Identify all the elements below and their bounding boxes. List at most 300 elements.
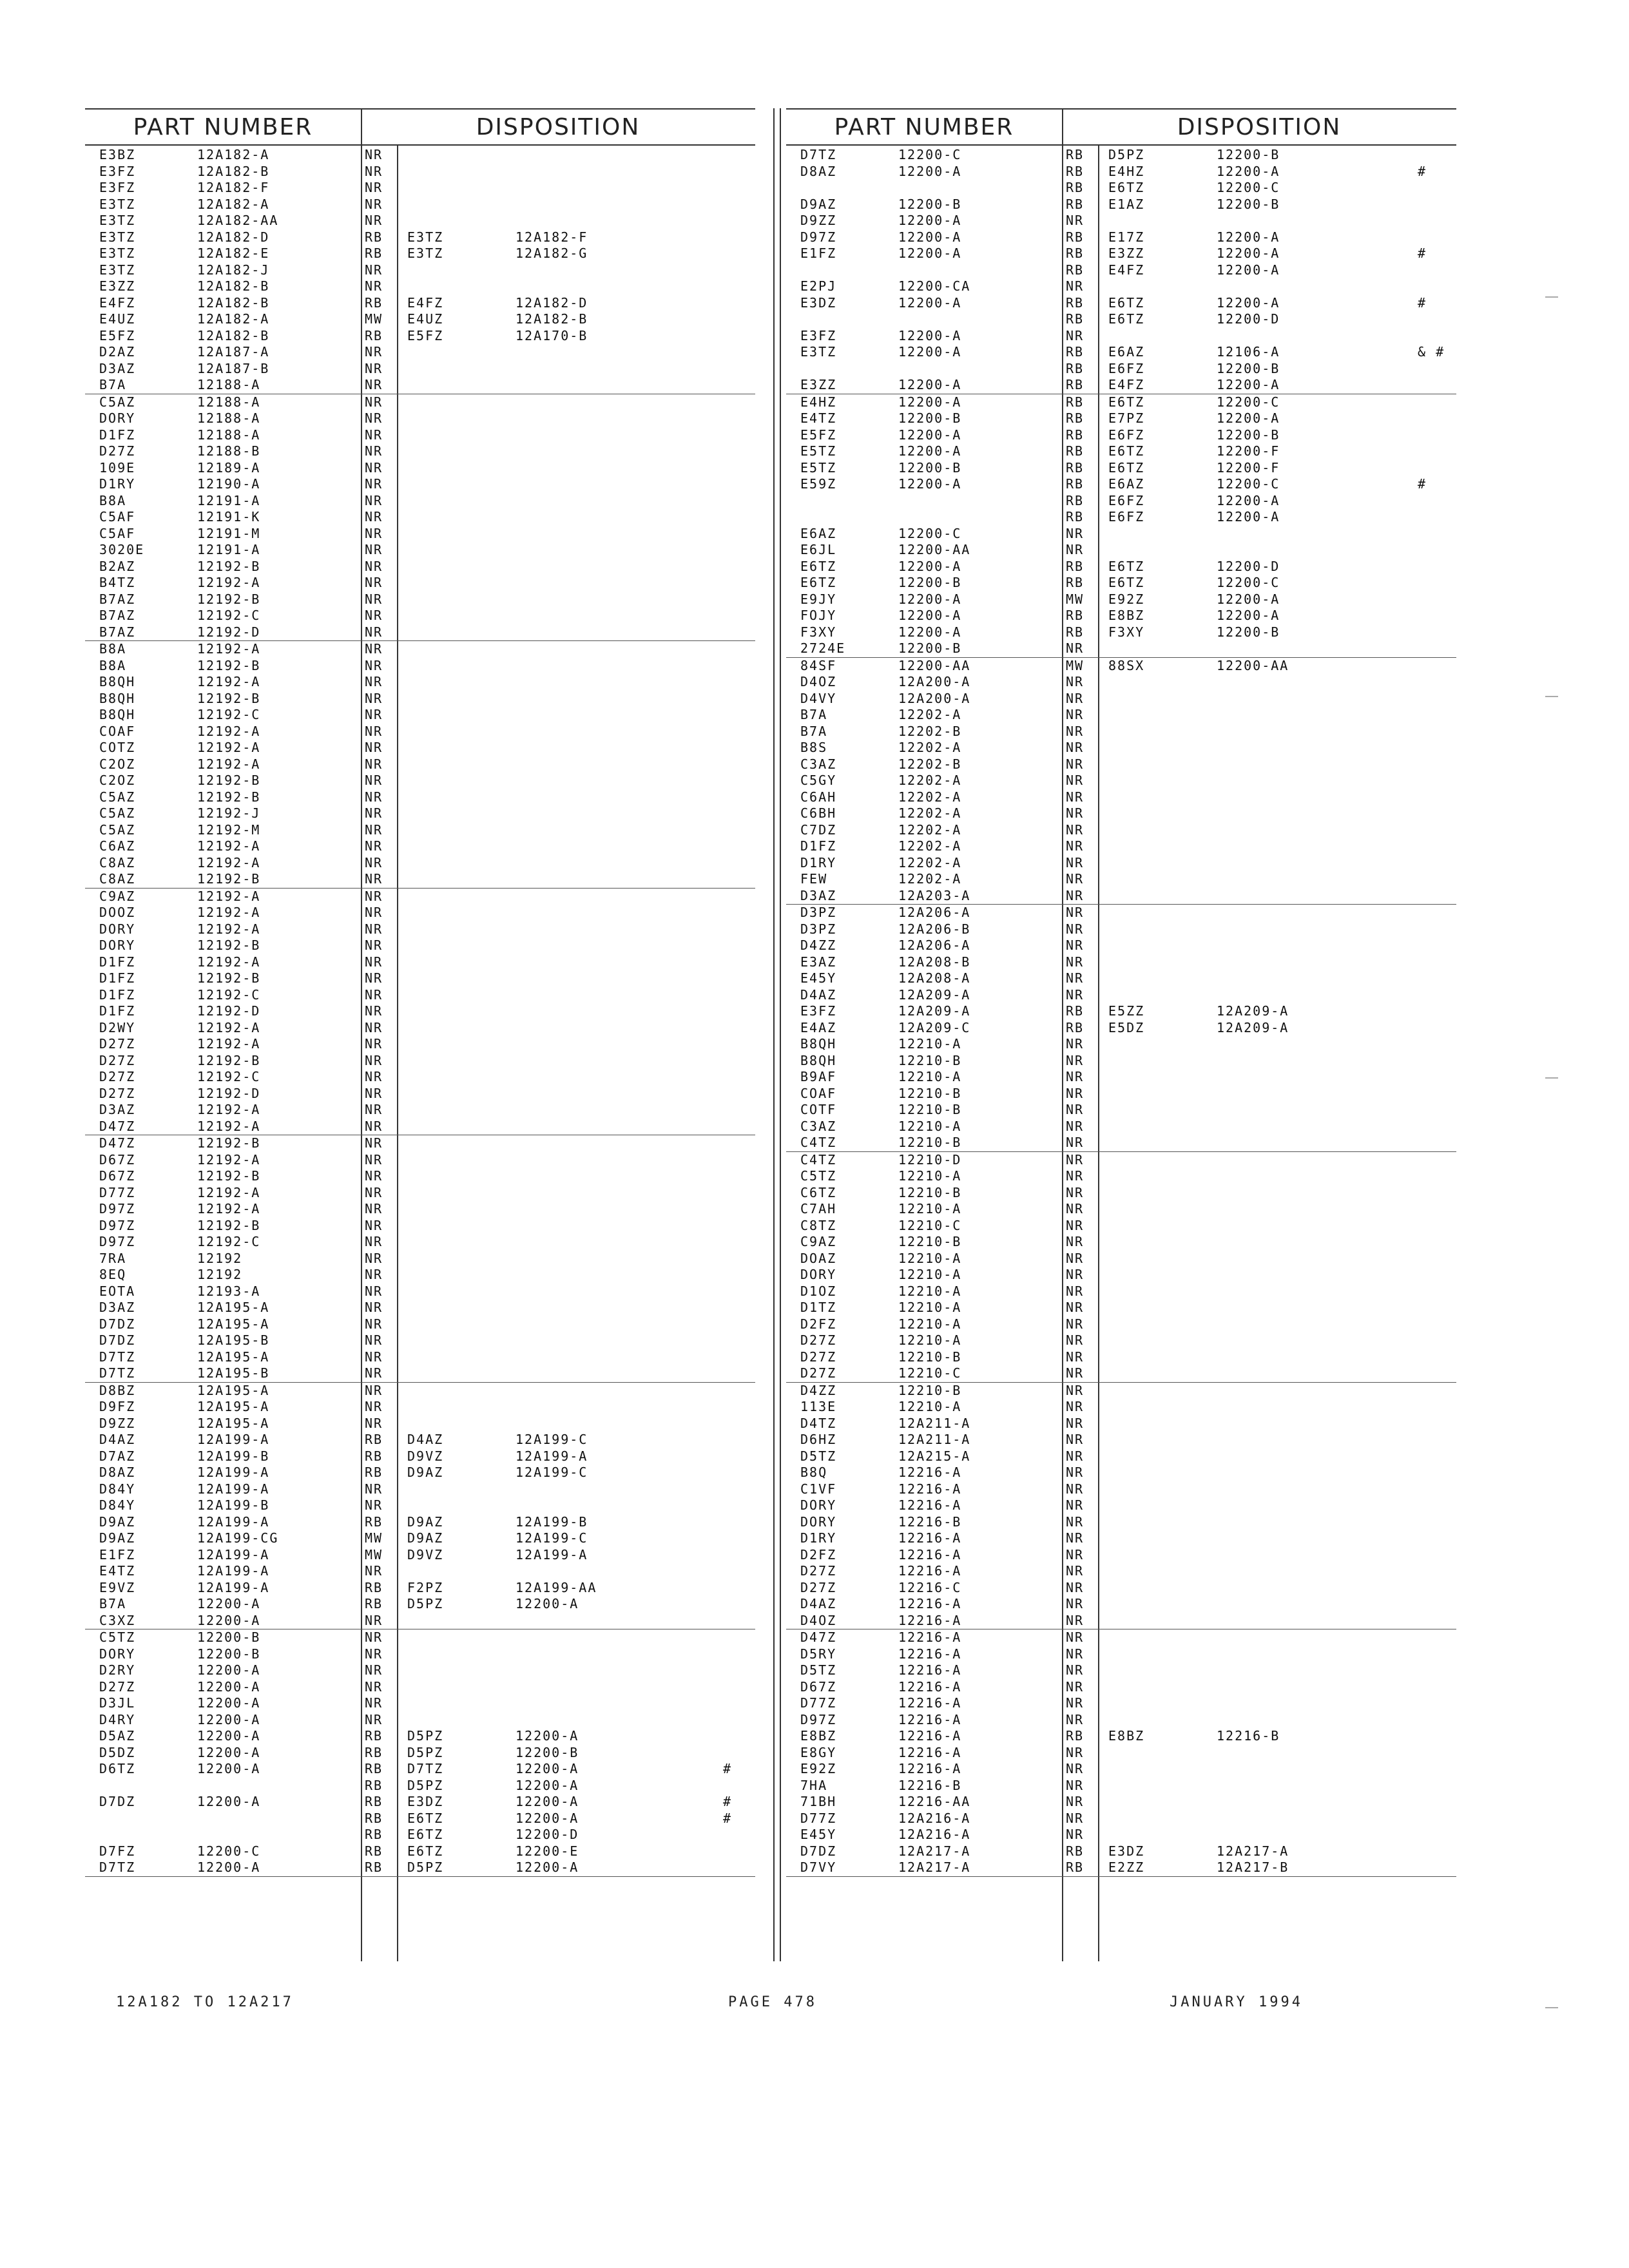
panel-divider	[773, 108, 775, 1961]
part-code: D4VY	[800, 690, 837, 706]
disposition-code: NR	[365, 525, 383, 541]
replacement-part: 12A199-B	[516, 1514, 588, 1530]
part-number: 12192	[197, 1267, 243, 1282]
table-row	[85, 921, 755, 938]
table-row	[786, 691, 1456, 707]
part-code: D27Z	[99, 443, 136, 459]
disposition-code: NR	[1066, 1118, 1084, 1134]
footer-date: JANUARY 1994	[1170, 1994, 1303, 2010]
disposition-code: NR	[365, 1646, 383, 1662]
part-number: 12200-A	[197, 1860, 261, 1875]
part-code: D7TZ	[99, 1860, 136, 1875]
part-code: D3PZ	[800, 921, 837, 937]
part-code: D27Z	[99, 1678, 136, 1695]
part-code: D4OZ	[800, 674, 837, 689]
replacement-part: 12A170-B	[516, 327, 588, 343]
table-row	[85, 658, 755, 675]
part-number: 12200-A	[898, 394, 962, 410]
part-code: 84SF	[800, 657, 837, 673]
replacement-part: 12200-B	[1217, 196, 1280, 212]
part-code: B7AZ	[99, 608, 136, 623]
part-code: D84Y	[99, 1497, 136, 1513]
disposition-code: NR	[365, 427, 383, 443]
part-code: D3JL	[99, 1695, 136, 1711]
table-row	[786, 1596, 1456, 1613]
replacement-part: 12200-C	[1217, 394, 1280, 410]
table-row	[786, 1695, 1456, 1712]
replacement-code: E6TZ	[407, 1827, 444, 1842]
table-row	[85, 1613, 755, 1630]
table-row	[85, 1003, 755, 1020]
replacement-part: 12200-A	[1217, 163, 1280, 179]
disposition-code: NR	[365, 1662, 383, 1678]
replacement-code: D9AZ	[407, 1465, 444, 1480]
part-code: E5FZ	[800, 427, 837, 443]
part-code: D77Z	[800, 1810, 837, 1826]
part-code: D67Z	[800, 1678, 837, 1695]
part-number: 12191-M	[197, 525, 261, 541]
disposition-code: NR	[1066, 525, 1084, 541]
disposition-code: NR	[365, 657, 383, 673]
table-row	[786, 229, 1456, 246]
part-number: 12A209-C	[898, 1019, 971, 1035]
replacement-code: E6FZ	[1108, 509, 1145, 524]
table-row	[786, 278, 1456, 295]
disposition-code: NR	[365, 443, 383, 459]
replacement-code: E6FZ	[1108, 360, 1145, 376]
part-code: D1FZ	[99, 986, 136, 1003]
disposition-code: NR	[365, 1234, 383, 1249]
part-number: 12192-A	[197, 641, 261, 657]
part-number: 12192-A	[197, 1201, 261, 1216]
part-number: 12192-B	[197, 871, 261, 887]
part-number: 12192-B	[197, 558, 261, 574]
disposition-code: NR	[365, 377, 383, 392]
replacement-code: E6TZ	[1108, 575, 1145, 590]
part-code: E45Y	[800, 970, 837, 986]
part-code: B8A	[99, 641, 127, 657]
disposition-code: NR	[365, 1283, 383, 1299]
disposition-code: NR	[365, 1711, 383, 1727]
replacement-part: 12200-E	[516, 1843, 579, 1859]
replacement-part: 12200-C	[1217, 180, 1280, 195]
table-row	[786, 559, 1456, 575]
part-code: C5AZ	[99, 394, 136, 410]
replacement-part: 12200-A	[516, 1810, 579, 1826]
part-number: 12210-D	[898, 1151, 962, 1168]
replacement-part: 12200-A	[1217, 294, 1280, 311]
table-row	[786, 1497, 1456, 1514]
note-mark: #	[1418, 163, 1427, 179]
part-code: 7RA	[99, 1250, 127, 1266]
disposition-code: NR	[365, 1151, 383, 1168]
table-row	[786, 526, 1456, 543]
part-code: B8QH	[800, 1052, 837, 1068]
part-number: 12216-A	[898, 1711, 962, 1727]
table-row	[786, 855, 1456, 872]
table-row	[85, 1530, 755, 1547]
part-number: 12202-A	[898, 707, 962, 722]
replacement-part: 12200-A	[1217, 245, 1280, 261]
part-number: 12192-D	[197, 1003, 261, 1019]
disposition-code: NR	[1066, 789, 1084, 805]
part-code: C7DZ	[800, 822, 837, 838]
part-number: 12188-A	[197, 427, 261, 443]
part-number: 12210-B	[898, 1135, 962, 1150]
replacement-code: E6FZ	[1108, 492, 1145, 508]
part-number: 12216-A	[898, 1678, 962, 1695]
part-number: 12192-A	[197, 921, 261, 937]
table-row	[786, 1827, 1456, 1843]
part-code: E8BZ	[800, 1728, 837, 1744]
disposition-code: RB	[1066, 443, 1084, 459]
replacement-code: D9AZ	[407, 1514, 444, 1530]
part-code: D27Z	[800, 1349, 837, 1365]
replacement-code: E8BZ	[1108, 1728, 1145, 1744]
part-code: D27Z	[99, 1085, 136, 1101]
part-code: B7A	[99, 1596, 127, 1611]
table-row	[85, 180, 755, 197]
table-row	[786, 1283, 1456, 1300]
disposition-code: NR	[365, 674, 383, 689]
footer-page: PAGE 478	[728, 1994, 817, 2010]
table-row	[786, 805, 1456, 822]
part-code: D8AZ	[800, 163, 837, 179]
disposition-code: NR	[1066, 1530, 1084, 1546]
disposition-code: NR	[1066, 1184, 1084, 1200]
table-row	[786, 1712, 1456, 1729]
disposition-header: DISPOSITION	[1177, 113, 1342, 140]
replacement-part: 12200-A	[1217, 229, 1280, 245]
disposition-code: NR	[1066, 1283, 1084, 1299]
table-row	[85, 905, 755, 921]
table-row	[786, 262, 1456, 279]
part-code: D5AZ	[99, 1728, 136, 1744]
table-row	[85, 1728, 755, 1745]
part-number: 12200-A	[197, 1728, 261, 1744]
disposition-code: NR	[1066, 278, 1084, 294]
replacement-part: 12200-A	[1217, 509, 1280, 524]
part-code: DOAZ	[800, 1250, 837, 1266]
part-number: 12210-B	[898, 1052, 962, 1068]
part-code: E3TZ	[99, 245, 136, 261]
part-code: D4AZ	[800, 986, 837, 1003]
part-number: 12210-B	[898, 1102, 962, 1117]
disposition-code: NR	[365, 1365, 383, 1381]
part-code: E3DZ	[800, 294, 837, 311]
disposition-code: RB	[365, 1514, 383, 1530]
replacement-code: E6FZ	[1108, 427, 1145, 443]
part-code: D1FZ	[99, 970, 136, 986]
table-row	[85, 1448, 755, 1465]
table-row	[85, 1135, 755, 1152]
part-number: 12A199-A	[197, 1563, 270, 1579]
part-number: 12A182-J	[197, 262, 270, 278]
part-code: D3AZ	[99, 1102, 136, 1117]
disposition-code: NR	[365, 854, 383, 870]
disposition-code: NR	[365, 723, 383, 739]
disposition-code: NR	[1066, 1316, 1084, 1332]
table-row	[85, 1316, 755, 1333]
disposition-code: NR	[365, 558, 383, 574]
table-row	[786, 443, 1456, 460]
part-number: 12200-A	[197, 1596, 261, 1611]
replacement-code: D5PZ	[1108, 147, 1145, 162]
disposition-code: NR	[365, 1316, 383, 1332]
table-row	[85, 1267, 755, 1283]
table-row	[85, 295, 755, 312]
disposition-code: RB	[1066, 509, 1084, 524]
replacement-code: D9VZ	[407, 1448, 444, 1464]
disposition-code: NR	[365, 608, 383, 623]
replacement-part: 12200-F	[1217, 443, 1280, 459]
table-row	[786, 344, 1456, 361]
disposition-code: NR	[365, 1250, 383, 1266]
replacement-part: 12200-A	[516, 1777, 579, 1793]
part-number: 12A187-A	[197, 344, 270, 360]
part-code: C9AZ	[800, 1234, 837, 1249]
part-number: 12192-A	[197, 1184, 261, 1200]
table-row	[85, 937, 755, 954]
disposition-code: NR	[1066, 1415, 1084, 1431]
footer-range: 12A182 TO 12A217	[116, 1994, 294, 2010]
replacement-code: D5PZ	[407, 1777, 444, 1793]
disposition-code: NR	[1066, 1646, 1084, 1662]
part-code: D27Z	[800, 1365, 837, 1381]
part-number: 12216-A	[898, 1481, 962, 1497]
part-code: D27Z	[800, 1579, 837, 1595]
part-number: 12A195-A	[197, 1399, 270, 1414]
disposition-code: RB	[365, 1728, 383, 1744]
disposition-code: RB	[1066, 360, 1084, 376]
replacement-part: 12A199-AA	[516, 1579, 597, 1595]
part-number: 12200-A	[898, 377, 962, 392]
part-code: C5GY	[800, 773, 837, 788]
part-code: D2AZ	[99, 344, 136, 360]
disposition-code: RB	[365, 1465, 383, 1480]
part-number: 12200-A	[898, 213, 962, 228]
disposition-code: NR	[365, 1135, 383, 1151]
part-code: D97Z	[800, 229, 837, 245]
table-row	[85, 838, 755, 855]
table-row	[85, 1465, 755, 1481]
table-row	[85, 1547, 755, 1564]
table-row	[85, 1383, 755, 1399]
replacement-code: E6AZ	[1108, 476, 1145, 492]
part-number: 12210-A	[898, 1069, 962, 1084]
part-code: C8TZ	[800, 1217, 837, 1233]
table-row	[786, 1316, 1456, 1333]
disposition-code: NR	[365, 773, 383, 788]
part-code: E3TZ	[99, 196, 136, 212]
table-row	[786, 789, 1456, 806]
disposition-code: RB	[365, 1761, 383, 1776]
part-code: E5FZ	[99, 327, 136, 343]
table-row	[85, 575, 755, 591]
disposition-code: NR	[1066, 1267, 1084, 1282]
part-number: 12216-B	[898, 1514, 962, 1530]
part-code: D5DZ	[99, 1744, 136, 1760]
part-number: 12192-C	[197, 707, 261, 722]
disposition-code: RB	[1066, 1843, 1084, 1859]
part-code: E4AZ	[800, 1019, 837, 1035]
disposition-code: NR	[1066, 1085, 1084, 1101]
part-code: B2AZ	[99, 558, 136, 574]
part-code: D7TZ	[800, 147, 837, 162]
table-row	[85, 1332, 755, 1349]
part-number: 12210-B	[898, 1349, 962, 1365]
part-code: D3AZ	[800, 887, 837, 903]
part-code: D5TZ	[800, 1662, 837, 1678]
part-number: 12210-A	[898, 1168, 962, 1184]
part-code: D77Z	[99, 1184, 136, 1200]
part-code: E1FZ	[800, 245, 837, 261]
part-number: 12A206-A	[898, 937, 971, 953]
table-row	[786, 1465, 1456, 1481]
replacement-part: 12200-D	[1217, 558, 1280, 574]
part-number: 12210-A	[898, 1399, 962, 1414]
disposition-code: NR	[1066, 986, 1084, 1003]
table-row	[786, 1102, 1456, 1119]
part-number: 12200-A	[898, 229, 962, 245]
table-row	[85, 1497, 755, 1514]
replacement-code: E6TZ	[1108, 180, 1145, 195]
disposition-code: NR	[1066, 1332, 1084, 1348]
part-code: C6AH	[800, 789, 837, 805]
part-number: 12216-A	[898, 1695, 962, 1711]
note-mark: #	[1418, 294, 1427, 311]
part-number: 12188-A	[197, 410, 261, 426]
part-code: B8QH	[99, 690, 136, 706]
replacement-code: E92Z	[1108, 591, 1145, 607]
part-code: C9AZ	[99, 888, 136, 904]
table-row	[786, 674, 1456, 691]
table-row	[786, 1152, 1456, 1169]
disposition-code: NR	[365, 1612, 383, 1628]
part-number: 12216-A	[898, 1546, 962, 1562]
disposition-code: NR	[365, 789, 383, 805]
part-code: B7AZ	[99, 624, 136, 640]
part-number: 12210-B	[898, 1234, 962, 1249]
part-number: 12202-A	[898, 789, 962, 805]
table-row	[85, 1843, 755, 1860]
disposition-code: NR	[1066, 905, 1084, 920]
part-number: 12A182-A	[197, 311, 270, 327]
note-mark: #	[723, 1761, 733, 1776]
part-number: 12192-A	[197, 888, 261, 904]
disposition-code: NR	[365, 575, 383, 590]
part-number: 12200-C	[898, 525, 962, 541]
disposition-code: NR	[1066, 1102, 1084, 1117]
replacement-part: 12200-D	[516, 1827, 579, 1842]
part-number: 12A216-A	[898, 1827, 971, 1842]
table-row	[85, 229, 755, 246]
table-row	[786, 937, 1456, 954]
part-number: 12192-B	[197, 591, 261, 607]
part-code: C4TZ	[800, 1151, 837, 1168]
part-code: DORY	[800, 1514, 837, 1530]
disposition-code: RB	[1066, 459, 1084, 476]
part-code: D97Z	[99, 1234, 136, 1249]
left-rows	[85, 147, 755, 1877]
replacement-code: E1AZ	[1108, 196, 1145, 212]
part-code: B8QH	[99, 707, 136, 722]
part-code: C6AZ	[99, 838, 136, 854]
disposition-code: NR	[1066, 887, 1084, 903]
part-number: 12A209-A	[898, 1003, 971, 1019]
part-number: 12200-A	[898, 591, 962, 607]
part-code: D5TZ	[800, 1448, 837, 1464]
part-number: 12A199-A	[197, 1514, 270, 1530]
table-row	[85, 674, 755, 691]
part-number: 12210-B	[898, 1184, 962, 1200]
part-number: 12210-A	[898, 1300, 962, 1315]
table-row	[786, 1679, 1456, 1696]
table-row	[786, 1547, 1456, 1564]
table-row	[85, 1185, 755, 1202]
table-row	[786, 724, 1456, 740]
table-row	[786, 509, 1456, 526]
part-code: E6TZ	[800, 575, 837, 590]
part-code: E3TZ	[99, 213, 136, 228]
table-row	[85, 756, 755, 773]
part-code: D1RY	[99, 476, 136, 492]
replacement-part: 12200-B	[1217, 427, 1280, 443]
replacement-part: 12A199-C	[516, 1530, 588, 1546]
replacement-code: E4HZ	[1108, 163, 1145, 179]
disposition-code: NR	[365, 459, 383, 476]
table-row	[786, 328, 1456, 345]
part-number: 12192-C	[197, 608, 261, 623]
part-code: E4FZ	[99, 294, 136, 311]
part-code: D97Z	[99, 1217, 136, 1233]
replacement-code: D5PZ	[407, 1744, 444, 1760]
part-number: 12A195-A	[197, 1415, 270, 1431]
part-code: E5TZ	[800, 459, 837, 476]
part-code: C2OZ	[99, 773, 136, 788]
disposition-code: RB	[365, 1794, 383, 1809]
table-row	[85, 1086, 755, 1102]
disposition-code: NR	[365, 1332, 383, 1348]
part-number: 12200-B	[197, 1629, 261, 1645]
table-row	[85, 509, 755, 526]
table-row	[85, 1020, 755, 1037]
table-row	[786, 311, 1456, 328]
part-code: D97Z	[99, 1201, 136, 1216]
table-row	[786, 740, 1456, 756]
replacement-part: 12200-A	[516, 1761, 579, 1776]
replacement-part: 12200-C	[1217, 476, 1280, 492]
table-row	[85, 1563, 755, 1580]
replacement-code: E4UZ	[407, 311, 444, 327]
disposition-code: RB	[1066, 377, 1084, 392]
part-code: D47Z	[800, 1629, 837, 1645]
panel-divider	[780, 108, 781, 1961]
part-code: E8GY	[800, 1744, 837, 1760]
part-code: E5TZ	[800, 443, 837, 459]
disposition-code: NR	[1066, 1563, 1084, 1579]
replacement-part: 12A209-A	[1217, 1019, 1289, 1035]
table-row	[786, 147, 1456, 164]
disposition-code: NR	[1066, 1514, 1084, 1530]
part-code: D8BZ	[99, 1382, 136, 1398]
table-row	[85, 1860, 755, 1877]
disposition-code: NR	[1066, 1546, 1084, 1562]
table-row	[786, 1036, 1456, 1053]
table-row	[85, 1218, 755, 1235]
part-number: 12200-C	[898, 147, 962, 162]
part-number: 12A200-A	[898, 674, 971, 689]
